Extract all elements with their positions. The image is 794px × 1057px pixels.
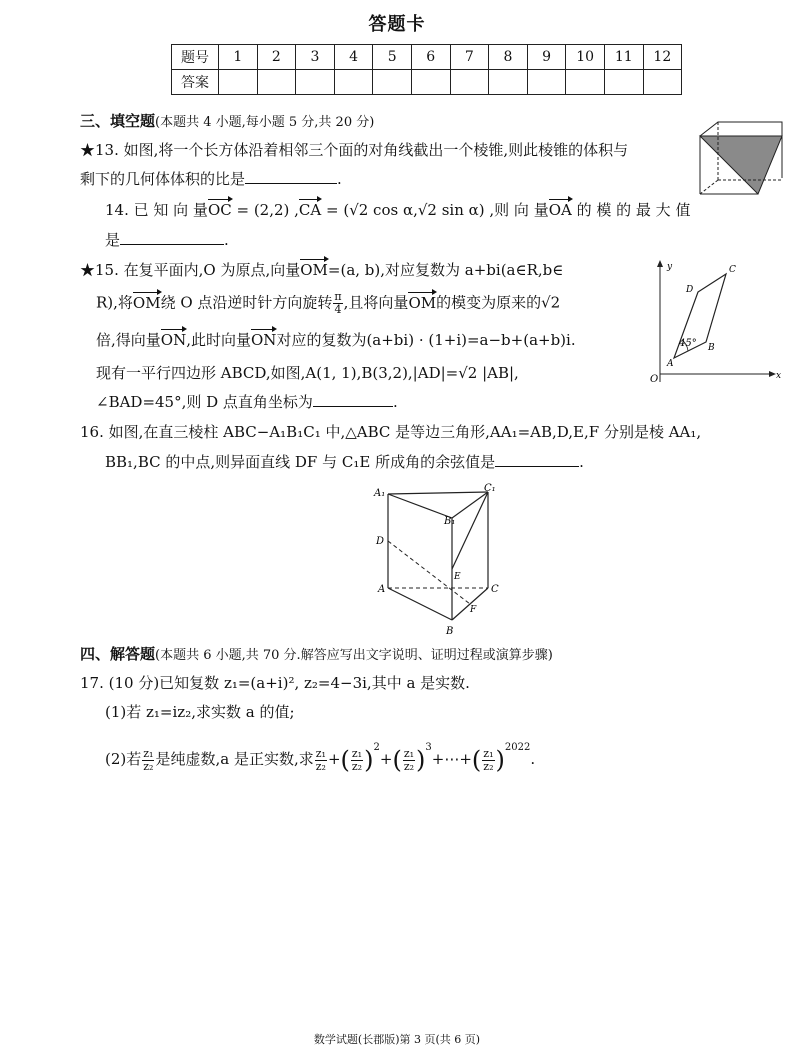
vector-om: OM xyxy=(132,293,161,312)
q15-text-2b: 绕 O 点沿逆时针方向旋转 xyxy=(160,293,333,312)
q13-answer-blank[interactable] xyxy=(245,169,337,184)
vector-on: ON xyxy=(251,331,277,349)
label-e: E xyxy=(454,572,461,582)
answer-cell[interactable] xyxy=(566,70,605,95)
label-b: B xyxy=(446,626,454,637)
cuboid-top-edges xyxy=(700,122,782,136)
q15-text-2c: ,且将向量 xyxy=(343,293,409,312)
q17-text-3b: 是纯虚数,a 是正实数,求 xyxy=(155,750,314,768)
question-number-cell: 7 xyxy=(450,45,489,70)
star-icon: ★ xyxy=(80,261,96,279)
q16-line2 xyxy=(105,451,584,472)
question-number-cell: 2 xyxy=(257,45,296,70)
q14-line2 xyxy=(105,229,229,250)
point-c-label: C xyxy=(729,265,736,275)
question-number-cell: 8 xyxy=(489,45,528,70)
q14-end: . xyxy=(224,231,229,249)
q17-text-3a: (2)若 xyxy=(105,750,142,768)
edge-a1-c1 xyxy=(388,492,488,494)
question-number-cell: 11 xyxy=(604,45,643,70)
y-axis-arrow-icon xyxy=(657,260,663,267)
edge-a1-b1 xyxy=(388,494,452,518)
q15-parallelogram-figure xyxy=(646,258,784,388)
question-number-cell: 3 xyxy=(296,45,335,70)
q17-part1: (1)若 z₁=iz₂,求实数 a 的值; xyxy=(105,703,295,721)
fraction-denominator: z₂ xyxy=(315,759,326,773)
section4-header xyxy=(80,643,553,664)
cut-pyramid-face xyxy=(700,136,782,194)
vector-ca: CA xyxy=(298,201,322,219)
x-axis-label: x xyxy=(776,371,782,381)
q13-end: . xyxy=(337,170,342,188)
q15-line2 xyxy=(96,291,560,316)
answer-cell[interactable] xyxy=(219,70,258,95)
section4-heading: 四、解答题 xyxy=(80,645,156,663)
q15-line1 xyxy=(80,259,563,280)
q15-text-2d: 的模变为原来的√2 xyxy=(436,293,561,312)
edge-a-b xyxy=(388,588,452,620)
q15-text-1a: 15. 在复平面内,O 为原点,向量 xyxy=(95,261,301,279)
label-b1: B₁ xyxy=(444,516,456,527)
star-icon: ★ xyxy=(80,141,96,159)
question-number-cell: 10 xyxy=(566,45,605,70)
q14-answer-blank[interactable] xyxy=(120,230,224,245)
answer-table-number-row xyxy=(172,45,682,70)
question-number-cell: 5 xyxy=(373,45,412,70)
section3-note: (本题共 4 小题,每小题 5 分,共 20 分) xyxy=(155,115,375,130)
ellipsis-sum: +⋯+ xyxy=(431,750,472,768)
answer-table xyxy=(171,44,682,95)
q15-text-3c: 对应的复数为(a+bi) · (1+i)=a−b+(a+b)i. xyxy=(276,331,576,349)
vector-on: ON xyxy=(160,331,187,349)
plus-sign: + xyxy=(379,750,393,768)
q14-text-b: = (2,2) , xyxy=(231,201,299,219)
section4-note: (本题共 6 小题,共 70 分.解答应写出文字说明、证明过程或演算步骤) xyxy=(155,648,553,663)
section3-heading: 三、填空题 xyxy=(80,112,156,130)
q14-line1 xyxy=(105,199,690,220)
q15-text-2a: R),将 xyxy=(96,293,133,312)
question-number-cell: 9 xyxy=(527,45,566,70)
page-footer: 数学试题(长郡版)第 3 页(共 6 页) xyxy=(313,1033,481,1046)
fraction-numerator: z₁ xyxy=(483,746,494,760)
answer-cell[interactable] xyxy=(411,70,450,95)
q15-line5 xyxy=(96,391,398,412)
fraction-numerator: z₁ xyxy=(143,746,154,760)
exponent-3: 3 xyxy=(425,742,432,753)
q13-cuboid-figure xyxy=(694,112,790,202)
z1-over-z2-fraction xyxy=(482,748,494,773)
y-axis-label: y xyxy=(667,262,673,272)
page-title: 答题卡 xyxy=(368,14,426,35)
q13-line2 xyxy=(80,168,342,189)
q15-text-5: ∠BAD=45°,则 D 点直角坐标为 xyxy=(96,393,313,411)
q16-prism-figure xyxy=(370,480,510,640)
q13-text1: 13. 如图,将一个长方体沿着相邻三个面的对角线截出一个棱锥,则此棱锥的体积与 xyxy=(95,141,629,159)
q13-line1 xyxy=(80,139,628,160)
q15-text-1b: =(a, b),对应复数为 a+bi(a∈R,b∈ xyxy=(327,261,564,279)
point-a-label: A xyxy=(667,359,674,369)
answer-cell[interactable] xyxy=(643,70,682,95)
edge-b1-c1 xyxy=(452,492,488,518)
point-d-label: D xyxy=(686,285,694,295)
answer-cell[interactable] xyxy=(257,70,296,95)
answer-cell[interactable] xyxy=(489,70,528,95)
q15-answer-blank[interactable] xyxy=(313,392,393,407)
fraction-numerator: z₁ xyxy=(315,746,326,760)
exponent-2022: 2022 xyxy=(504,742,531,753)
vector-oa: OA xyxy=(548,201,572,219)
q14-text-d: 的 模 的 最 大 值 xyxy=(571,201,691,219)
z1-over-z2-fraction xyxy=(315,748,327,773)
fraction-denominator: 4 xyxy=(334,303,342,316)
q15-text-3a: 倍,得向量 xyxy=(96,331,161,349)
answer-cell[interactable] xyxy=(296,70,335,95)
angle-label: 45° xyxy=(679,338,697,349)
answer-cell[interactable] xyxy=(450,70,489,95)
label-a: A xyxy=(378,584,386,595)
q17-line1: 17. (10 分)已知复数 z₁=(a+i)², z₂=4−3i,其中 a 是实数. xyxy=(80,674,470,692)
fraction-numerator: z₁ xyxy=(351,746,363,760)
answer-table-answer-row xyxy=(172,70,682,95)
label-c: C xyxy=(491,584,499,595)
q15-text-3b: ,此时向量 xyxy=(186,331,251,349)
answer-header: 答案 xyxy=(172,70,219,95)
label-a1: A₁ xyxy=(374,488,386,499)
q15-line3 xyxy=(96,329,576,350)
pi-over-four-fraction xyxy=(333,291,342,316)
answer-cell[interactable] xyxy=(604,70,643,95)
q14-text-c: = (√2 cos α,√2 sin α) ,则 向 量 xyxy=(321,201,549,219)
z1-over-z2-fraction xyxy=(403,748,415,773)
fraction-denominator: z₂ xyxy=(483,759,494,773)
fraction-numerator: π xyxy=(334,290,342,303)
q16-line1: 16. 如图,在直三棱柱 ABC−A₁B₁C₁ 中,△ABC 是等边三角形,AA₁=AB,D,E,F 分别是棱 AA₁, xyxy=(80,423,702,441)
question-number-cell: 12 xyxy=(643,45,682,70)
point-b-label: B xyxy=(708,343,715,353)
q14-text-a: 14. 已 知 向 量 xyxy=(105,201,208,219)
cuboid-hidden-edge xyxy=(700,180,718,194)
fraction-numerator: z₁ xyxy=(403,746,415,760)
q17-part2: (2)若 $\frac{\text{z₁}}{\text{z₂}}$ 是纯虚数,a 是正实数,求 $\frac{\text{z₁}}{\text{z₂}}$ +( $\frac{\text{z₁}}{\text{z₂}}$ )$^2$+( $\frac{\text{z₁}}{\text{z₂}}$ )$^3$+⋯+( $\frac{\text{z₁}}{\text{z₂}}$ )$^{2022}$. xyxy=(105,742,536,774)
answer-cell[interactable] xyxy=(373,70,412,95)
section3-header xyxy=(80,110,374,131)
label-c1: C₁ xyxy=(484,483,496,494)
question-number-header: 题号 xyxy=(172,45,219,70)
question-number-cell: 4 xyxy=(334,45,373,70)
origin-label: O xyxy=(650,374,659,385)
q13-text2: 剩下的几何体体积的比是 xyxy=(80,170,246,188)
z1-over-z2-fraction xyxy=(351,748,363,773)
question-number-cell: 1 xyxy=(219,45,258,70)
segment-c1-e xyxy=(452,492,488,569)
vector-oc: OC xyxy=(207,201,232,219)
answer-cell[interactable] xyxy=(527,70,566,95)
answer-cell[interactable] xyxy=(334,70,373,95)
q16-end: . xyxy=(579,453,584,471)
q15-end: . xyxy=(392,393,398,411)
vector-om: OM xyxy=(408,293,437,312)
z1-over-z2-fraction xyxy=(142,748,154,773)
exponent-2: 2 xyxy=(373,742,380,753)
q14-text-2: 是 xyxy=(105,231,121,249)
question-number-cell: 6 xyxy=(411,45,450,70)
plus-sign: + xyxy=(327,750,341,768)
q17-end: . xyxy=(530,750,536,768)
vector-om: OM xyxy=(300,261,328,279)
q16-text-2: BB₁,BC 的中点,则异面直线 DF 与 C₁E 所成角的余弦值是 xyxy=(105,453,496,471)
x-axis-arrow-icon xyxy=(769,371,776,377)
q15-line4: 现有一平行四边形 ABCD,如图,A(1, 1),B(3,2),|AD|=√2 |AB|, xyxy=(96,364,519,382)
fraction-denominator: z₂ xyxy=(143,759,154,773)
label-f: F xyxy=(470,605,477,615)
q16-answer-blank[interactable] xyxy=(495,452,579,467)
fraction-denominator: z₂ xyxy=(403,759,415,773)
fraction-denominator: z₂ xyxy=(351,759,363,773)
label-d: D xyxy=(376,536,385,547)
